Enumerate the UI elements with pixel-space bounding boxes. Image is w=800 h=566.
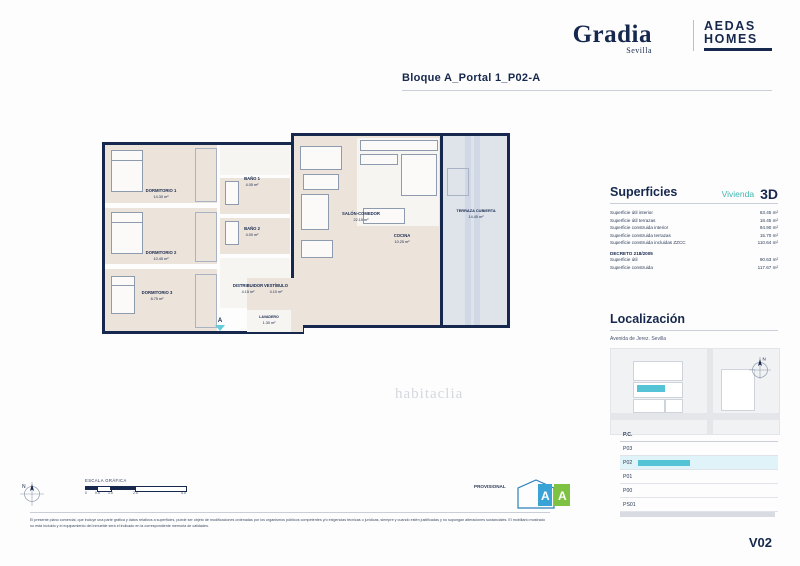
scale-ticks [85, 491, 189, 497]
footer-divider [30, 512, 550, 513]
furniture-terrace-table [447, 168, 469, 196]
label-bedroom2: DORMITORIO 2 10.45 m² [145, 250, 177, 261]
scale-tick: 0.5 [95, 491, 100, 495]
svg-text:A: A [558, 489, 567, 503]
brand-header [572, 20, 772, 68]
label-bedroom3: DORMITORIO 3 8.75 m² [141, 290, 173, 301]
surfaces-table [610, 209, 778, 247]
floor-header-label: P.C. [623, 431, 633, 438]
floor-selector[interactable] [620, 428, 778, 512]
title-block [402, 72, 772, 91]
developer-line1: AEDAS [704, 19, 756, 33]
decree-table [610, 256, 778, 271]
floor-label: P03 [623, 445, 633, 452]
brand-name: Gradia [572, 21, 652, 48]
decree-title: DECRETO 218/2005 [610, 250, 653, 256]
surfaces-divider [610, 203, 778, 204]
watermark: habitaclia [395, 386, 464, 402]
furniture-kitchen-counter-left [360, 154, 398, 165]
scale-bar [85, 486, 185, 490]
label-lavadero: LAVADERO 1.30 m² [259, 315, 279, 325]
furniture-kitchen-island [401, 154, 437, 196]
furniture-coffee-table [303, 174, 339, 190]
label-bedroom1: DORMITORIO 1 14.30 m² [145, 188, 177, 199]
furniture-wardrobe-2 [195, 212, 217, 262]
label-cocina: COCINA 10.25 m² [393, 233, 411, 244]
furniture-pillow-2 [111, 212, 143, 223]
location-panel [610, 312, 778, 435]
site-map[interactable] [610, 348, 780, 435]
glazing-panel-1 [465, 136, 471, 325]
energy-rating-badge [516, 478, 572, 510]
title-divider [402, 90, 772, 91]
scale-seg-3 [110, 486, 135, 490]
compass-icon [747, 355, 773, 381]
map-road-horizontal [611, 413, 779, 420]
floor-row-ps01[interactable] [620, 498, 778, 512]
table-row: Superficie construida 117.67 m² [610, 264, 778, 270]
floor-row-p03[interactable] [620, 442, 778, 456]
unit-label: Vivienda [721, 189, 755, 199]
location-divider [610, 330, 778, 331]
map-block-1 [633, 361, 683, 381]
graphic-scale [30, 478, 230, 497]
scale-seg-1 [85, 486, 97, 490]
table-row: Superficie construida terrazas 15.70 m² [610, 232, 778, 238]
floor-base-bar [620, 512, 775, 517]
scale-title: ESCALA GRÁFICA [85, 478, 127, 483]
label-bath2: BAÑO 2 4.00 m² [244, 226, 260, 237]
wall-terrace-right [507, 133, 510, 328]
entrance-arrow-icon [215, 325, 225, 331]
floor-label: PS01 [623, 501, 636, 508]
table-row: Superficie construida incluidas ZZCC 110.64 m² [610, 240, 778, 246]
logo-underline [704, 48, 772, 51]
developer-line2: HOMES [704, 31, 758, 46]
room-closet-top [220, 145, 290, 175]
disclaimer-text: El presente plano comercial, que incluye una parte gráfica y datos relativos a superficies, puede ser objeto de modificaciones ordenadas por los organismos públicos competentes y/o exigencias técnicas o jurídicas, siempre y cuando estén justificadas y no supongan alteraciones sustanciales. El mobiliario mostrado no está incluido y el equipamiento del inmueble será el indicado en la correspondiente memoria de calidades. [30, 518, 545, 528]
floor-plan [95, 128, 535, 402]
furniture-sideboard [301, 240, 333, 258]
furniture-wardrobe-1 [195, 148, 217, 202]
unit-view-toggle[interactable] [722, 186, 778, 202]
label-distribuidor: DISTRIBUIDOR 4.15 m² [232, 283, 264, 294]
scale-tick: 1.0 [108, 491, 113, 495]
floor-header [620, 428, 778, 442]
scale-tick: 2.0 [133, 491, 138, 495]
floor-label: P02 [623, 459, 633, 466]
version-label: V02 [748, 535, 772, 550]
svg-text:N: N [22, 484, 26, 490]
view-mode-3d[interactable]: 3D [760, 186, 778, 202]
location-title: Localización [610, 312, 686, 326]
entrance-label: A [217, 318, 223, 324]
floor-row-p01[interactable] [620, 470, 778, 484]
gradia-logo [573, 22, 652, 55]
floor-label: P00 [623, 487, 633, 494]
glazing-panel-2 [474, 136, 480, 325]
furniture-pillow-3 [111, 276, 135, 286]
map-block-4 [665, 399, 683, 413]
provisional-label: PROVISIONAL [474, 484, 506, 489]
surfaces-panel [610, 185, 778, 271]
location-address: Avenida de Jerez. Sevilla [610, 336, 667, 342]
label-vestibulo: VESTÍBULO 4.10 m² [264, 283, 288, 294]
svg-text:A: A [541, 489, 550, 503]
furniture-pillow-1 [111, 150, 143, 161]
map-highlight-unit [637, 385, 665, 392]
floor-indicator-bar [638, 460, 690, 466]
scale-tick: 0 [85, 491, 87, 495]
svg-text:N: N [762, 356, 766, 362]
wall-terrace-bottom [440, 325, 510, 328]
map-road-vertical [707, 349, 713, 434]
floor-row-p00[interactable] [620, 484, 778, 498]
table-row: Superficie útil 90.63 m² [610, 256, 778, 262]
table-row: Superficie útil interior 63.45 m² [610, 210, 778, 215]
wall-bottom-right [291, 325, 443, 328]
label-bath1: BAÑO 1 4.05 m² [244, 176, 260, 187]
label-salon-comedor: SALÓN-COMEDOR 22.15 m² [342, 211, 380, 222]
surfaces-title: Superficies [610, 185, 678, 199]
floor-row-p02[interactable] [620, 456, 778, 470]
map-block-3 [633, 399, 665, 413]
floor-label: P01 [623, 473, 633, 480]
table-row: Superficie útil terrazas 18.45 m² [610, 217, 778, 223]
aedas-homes-logo [693, 20, 772, 51]
page-title: Bloque A_Portal 1_P02-A [402, 72, 541, 84]
scale-tick: 4.0 [181, 491, 186, 495]
entrance-marker [215, 318, 225, 331]
brand-city: Sevilla [626, 46, 652, 55]
furniture-sofa [300, 146, 342, 170]
furniture-kitchen-counter-top [360, 140, 438, 151]
table-row: Superficie construida interior 94.90 m² [610, 225, 778, 231]
label-terraza: TERRAZA CUBIERTA 14.45 m² [456, 208, 496, 219]
